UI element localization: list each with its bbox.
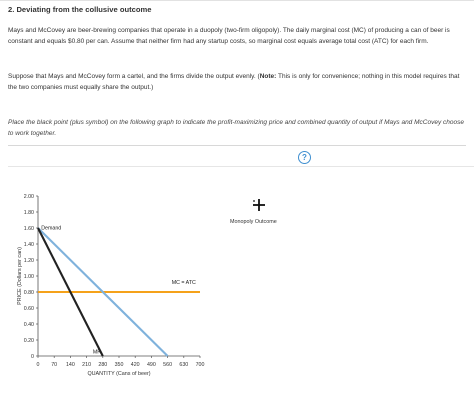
y-tick-label: 1.00 (23, 273, 34, 280)
instruction-paragraph: Place the black point (plus symbol) on the following graph to indicate the profit-maximizing price and combined quantity of output if Mays and McCovey choose to work together. (8, 119, 464, 137)
x-tick-label: 490 (146, 362, 156, 368)
x-tick-label: 70 (51, 362, 58, 368)
cartel-text-before: Suppose that Mays and McCovey form a cartel, and the firms divide the output evenly. ( (8, 73, 260, 80)
plus-point-icon[interactable] (252, 198, 266, 212)
y-tick-label: 0.20 (23, 337, 34, 344)
note-label: Note: (259, 73, 277, 80)
y-tick-label: 1.80 (23, 209, 34, 216)
cartel-text-after: This is only for convenience; nothing in this model requires that the two companies must equally share the output.) (8, 73, 460, 91)
y-tick-label: 1.60 (23, 225, 34, 232)
mr-label: MR (92, 349, 102, 356)
demand-label: Demand (41, 225, 62, 232)
y-axis-label: PRICE (Dollars per can) (17, 247, 23, 305)
x-tick-label: 140 (65, 362, 75, 368)
question-heading: 2. Deviating from the collusive outcome (8, 5, 152, 14)
y-tick-label: 0.80 (23, 289, 34, 296)
y-tick-label: 2.00 (23, 193, 34, 200)
monopoly-outcome-label: Monopoly Outcome (230, 219, 277, 225)
x-tick-label: 350 (114, 362, 124, 368)
x-tick-label: 0 (36, 362, 40, 368)
x-tick-label: 700 (195, 362, 205, 368)
x-tick-label: 560 (163, 362, 173, 368)
y-tick-label: 0 (31, 353, 34, 360)
intro-paragraph: Mays and McCovey are beer-brewing companies that operate in a duopoly (two-firm oligopoly). The daily marginal cost (MC) of producing a can of beer is constant and equals $0.80 per can. Assume that neither firm had any startup costs, so marginal cost equals average total cost (ATC) for each firm. (8, 27, 450, 45)
y-tick-label: 1.20 (23, 257, 34, 264)
x-axis-label: QUANTITY (Cans of beer) (87, 371, 151, 377)
x-tick-label: 420 (130, 362, 140, 368)
y-tick-label: 0.40 (23, 321, 34, 328)
mc-atc-label: MC = ATC (171, 280, 196, 286)
help-icon[interactable]: ? (298, 151, 311, 164)
x-tick-label: 210 (82, 362, 92, 368)
x-tick-label: 630 (179, 362, 189, 368)
x-tick-label: 280 (98, 362, 108, 368)
y-tick-label: 0.60 (23, 305, 34, 312)
y-tick-label: 1.40 (23, 241, 34, 248)
